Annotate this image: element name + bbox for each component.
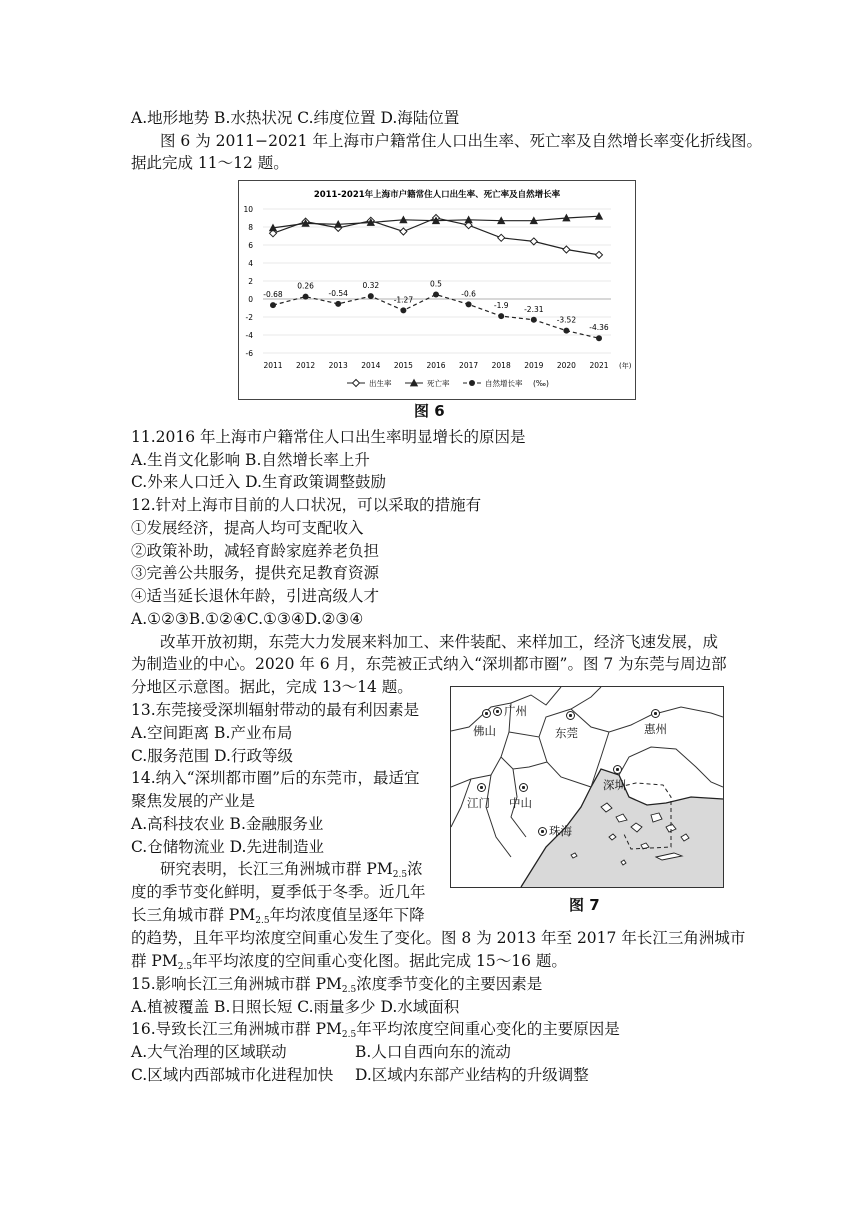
- city-marker-icon: [651, 709, 660, 718]
- intro-fig7-line3: 分地区示意图。据此，完成 13～14 题。: [131, 678, 413, 696]
- data-point-2: [270, 302, 276, 308]
- legend-label: 死亡率: [427, 379, 450, 388]
- q11-options-ab: A.生肖文化影响 B.自然增长率上升: [131, 451, 370, 469]
- data-point-2: [303, 294, 309, 300]
- legend-label: 出生率: [369, 379, 392, 388]
- q11-stem: 11.2016 年上海市户籍常住人口出生率明显增长的原因是: [131, 428, 526, 446]
- chart-title: 2011-2021年上海市户籍常住人口出生率、死亡率及自然增长率: [313, 190, 561, 200]
- q12-item-2: ②政策补助，减轻育龄家庭养老负担: [131, 542, 380, 560]
- q12-options: A.①②③B.①②④C.①③④D.②③④: [131, 610, 364, 628]
- city-marker-icon: [493, 707, 502, 716]
- y-tick-label: -4: [245, 331, 253, 340]
- data-point-2: [498, 313, 504, 319]
- y-tick-label: -2: [245, 313, 253, 322]
- data-label: -0.6: [461, 289, 476, 299]
- city-marker-icon: [519, 783, 528, 792]
- legend-marker: [469, 380, 475, 386]
- x-tick-label: 2017: [459, 361, 479, 370]
- data-label: -0.68: [263, 290, 283, 300]
- data-label: 0.26: [297, 281, 314, 291]
- q16-option-d: D.区域内东部产业结构的升级调整: [355, 1066, 589, 1084]
- q11-options-cd: C.外来人口迁入 D.生育政策调整鼓励: [131, 473, 386, 491]
- data-label: 0.5: [430, 279, 442, 289]
- map-label-zhuhai: 珠海: [538, 823, 572, 839]
- q13-stem: 13.东莞接受深圳辐射带动的最有利因素是: [131, 701, 420, 719]
- q15-options: A.植被覆盖 B.日照长短 C.雨量多少 D.水域面积: [131, 998, 460, 1016]
- q12-item-3: ③完善公共服务，提供充足教育资源: [131, 564, 380, 582]
- figure-7-caption: 图 7: [569, 896, 600, 914]
- intro-fig8-line3: 长三角城市群 $PM_{2.5}$年均浓度值呈逐年下降: [131, 906, 425, 926]
- data-label: -4.36: [589, 323, 609, 333]
- x-tick-label: 2019: [524, 361, 544, 370]
- intro-fig7-line1: 改革开放初期，东莞大力发展来料加工、来件装配、来样加工，经济飞速发展，成: [160, 633, 719, 651]
- intro-fig8-line1: 研究表明，长江三角洲城市群 $PM_{2.5}$浓: [160, 860, 423, 880]
- x-tick-label: 2012: [296, 361, 316, 370]
- data-label: -2.31: [524, 304, 544, 314]
- q13-options-cd: C.服务范围 D.行政等级: [131, 747, 293, 765]
- legend-marker: [353, 380, 360, 387]
- x-tick-label: 2020: [556, 361, 576, 370]
- city-marker-icon: [538, 827, 547, 836]
- x-tick-label: 2016: [426, 361, 446, 370]
- q13-options-ab: A.空间距离 B.产业布局: [131, 724, 293, 742]
- y-tick-label: 2: [248, 277, 253, 286]
- q14-options-ab: A.高科技农业 B.金融服务业: [131, 815, 324, 833]
- y-tick-label: 0: [248, 295, 253, 304]
- map-label-huizhou: 惠州: [644, 721, 667, 737]
- q14-options-cd: C.仓储物流业 D.先进制造业: [131, 838, 324, 856]
- data-label: -3.52: [556, 315, 577, 325]
- intro-fig6-line2: 据此完成 11～12 题。: [131, 154, 289, 172]
- y-tick-label: 8: [248, 223, 253, 232]
- x-tick-label: 2014: [361, 361, 381, 370]
- data-point-2: [596, 335, 602, 341]
- x-tick-label: 2013: [328, 361, 348, 370]
- data-point-2: [400, 307, 406, 313]
- legend-unit: (‰): [533, 379, 549, 388]
- data-point-0: [498, 234, 505, 241]
- data-label: -0.54: [328, 288, 348, 298]
- x-tick-label: 2021: [589, 361, 609, 370]
- legend-label: 自然增长率: [485, 379, 523, 388]
- map-svg: [451, 687, 723, 887]
- figure-7-map: [450, 686, 724, 888]
- x-unit-label: (年): [619, 362, 632, 370]
- data-label: 0.32: [362, 281, 380, 291]
- data-point-2: [563, 328, 569, 334]
- data-point-0: [596, 251, 603, 258]
- q16-stem: 16.导致长江三角洲城市群 $PM_{2.5}$年平均浓度空间重心变化的主要原因是: [131, 1020, 620, 1040]
- q12-item-1: ①发展经济，提高人均可支配收入: [131, 519, 364, 537]
- data-point-0: [400, 228, 407, 235]
- map-label-jiangmen: 江门: [467, 795, 490, 811]
- intro-fig6-line1: 图 6 为 2011−2021 年上海市户籍常住人口出生率、死亡率及自然增长率变化折线图。: [160, 132, 762, 150]
- y-tick-label: 4: [248, 259, 253, 268]
- data-point-0: [563, 246, 570, 253]
- map-label-zhongshan: 中山: [509, 795, 532, 811]
- figure-6-caption: 图 6: [414, 402, 445, 420]
- data-point-0: [530, 238, 537, 245]
- data-point-2: [433, 292, 439, 298]
- map-label-foshan: 佛山: [473, 723, 496, 739]
- q16-option-a: A.大气治理的区域联动: [131, 1043, 287, 1061]
- q16-option-b: B.人口自西向东的流动: [355, 1043, 511, 1061]
- q12-item-4: ④适当延长退休年龄，引进高级人才: [131, 587, 380, 605]
- intro-fig7-line2: 为制造业的中心。2020 年 6 月，东莞被正式纳入“深圳都市圈”。图 7 为东莞与周边部: [131, 655, 727, 673]
- city-marker-icon: [477, 783, 486, 792]
- city-marker-icon: [482, 709, 491, 718]
- q12-stem: 12.针对上海市目前的人口状况，可以采取的措施有: [131, 496, 482, 514]
- city-marker-icon: [613, 765, 622, 774]
- y-tick-label: 10: [243, 205, 253, 214]
- q10-options: A.地形地势 B.水热状况 C.纬度位置 D.海陆位置: [131, 109, 460, 127]
- q16-option-c: C.区域内西部城市化进程加快: [131, 1066, 334, 1084]
- map-label-shenzhen: 深圳: [603, 777, 626, 793]
- chart-svg: [239, 181, 635, 399]
- y-tick-label: -6: [245, 349, 253, 358]
- x-tick-label: 2018: [491, 361, 511, 370]
- figure-6-chart: [238, 180, 636, 400]
- q15-stem: 15.影响长江三角洲城市群 $PM_{2.5}$浓度季节变化的主要因素是: [131, 975, 543, 995]
- series-line-2: [273, 295, 599, 339]
- y-tick-label: 6: [248, 241, 253, 250]
- map-label-guangzhou: 广州: [493, 703, 527, 719]
- city-marker-icon: [566, 711, 575, 720]
- intro-fig8-line4: 的趋势，且年平均浓度空间重心发生了变化。图 8 为 2013 年至 2017 年长江三角洲城市: [131, 929, 746, 947]
- data-point-2: [466, 301, 472, 307]
- data-point-2: [531, 317, 537, 323]
- q14-stem-line1: 14.纳入“深圳都市圈”后的东莞市，最适宜: [131, 769, 420, 787]
- q14-stem-line2: 聚焦发展的产业是: [131, 792, 256, 810]
- intro-fig8-line2: 度的季节变化鲜明，夏季低于冬季。近几年: [131, 883, 426, 901]
- map-label-dongguan: 东莞: [555, 725, 578, 741]
- data-point-2: [335, 301, 341, 307]
- x-tick-label: 2011: [263, 361, 283, 370]
- x-tick-label: 2015: [393, 361, 413, 370]
- data-point-2: [368, 293, 374, 299]
- intro-fig8-line5: 群 $PM_{2.5}$年平均浓度的空间重心变化图。据此完成 15～16 题。: [131, 952, 567, 972]
- data-label: -1.27: [393, 295, 414, 305]
- data-label: -1.9: [493, 301, 509, 311]
